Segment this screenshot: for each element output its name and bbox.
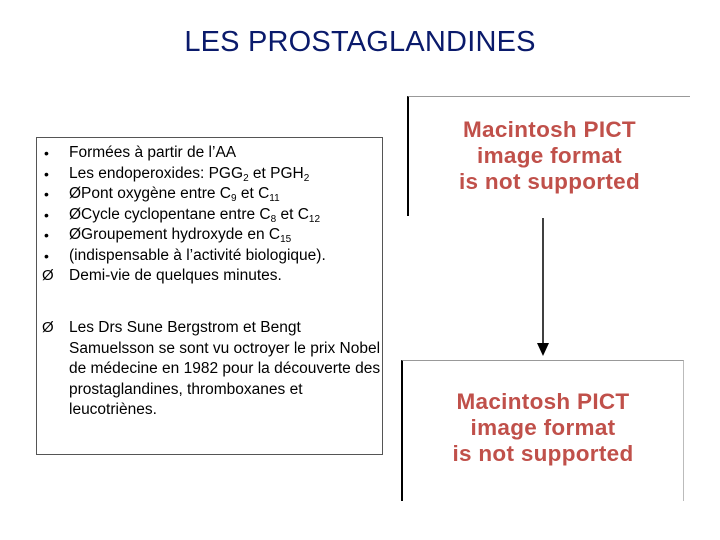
bullet-item: [36, 184, 386, 205]
subscript: 8: [270, 213, 277, 225]
subscript: 2: [303, 172, 310, 184]
bullet-text: ØCycle cyclopentane entre $C_8$ et $C_{12}$: [69, 205, 321, 225]
subscript: 9: [231, 193, 237, 204]
bullet-text: (indispensable à l’activité biologique).: [69, 246, 326, 264]
slide-title: LES PROSTAGLANDINES: [184, 26, 536, 58]
arrow-bullet-icon: Ø: [42, 319, 54, 336]
nobel-text: Les Drs Sune Bergstrom et Bengt Samuelsson se sont vu octroyer le prix Nobel de médecine en 1982 pour la découverte des prostaglandines, thromboxanes et leucotriènes.: [69, 319, 381, 418]
bullet-text: ØPont oxygène entre $C_9$ et $C_{11}$: [69, 185, 280, 204]
bullet-item: [36, 225, 386, 246]
bullet-dot-icon: •: [44, 247, 49, 264]
bullet-text: Formées à partir de l’AA: [69, 144, 237, 161]
bullet-item: [36, 164, 386, 185]
bullet-dot-icon: •: [44, 145, 49, 161]
bullet-item: [36, 266, 386, 287]
bullet-text: ØGroupement hydroxyde en $C_{15}$: [69, 226, 292, 245]
arrow-bullet-icon: Ø: [42, 267, 54, 284]
bullet-dot-icon: •: [44, 227, 49, 243]
bullet-item: [36, 246, 386, 267]
subscript: 12: [308, 213, 321, 225]
bullet-dot-icon: •: [44, 165, 49, 182]
unsupported-image-message: Macintosh PICT image format is not supported: [458, 117, 641, 194]
subscript: 2: [243, 172, 249, 184]
bullet-text: Les endoperoxides: $PGG_2$ et $PGH_2$: [69, 164, 310, 184]
unsupported-image-bottom: [401, 360, 684, 501]
bullet-text: Demi-vie de quelques minutes.: [69, 267, 282, 284]
bullet-dot-icon: •: [44, 186, 49, 202]
unsupported-image-message: Macintosh PICT image format is not supported: [452, 389, 634, 466]
bullet-item: [36, 143, 386, 164]
bullet-list: [36, 143, 386, 287]
subscript: 11: [269, 193, 280, 204]
nobel-paragraph: [36, 318, 381, 421]
unsupported-image-top: [407, 96, 690, 216]
subscript: 15: [280, 234, 292, 245]
bullet-item: [36, 205, 386, 226]
bullet-dot-icon: •: [44, 206, 49, 223]
